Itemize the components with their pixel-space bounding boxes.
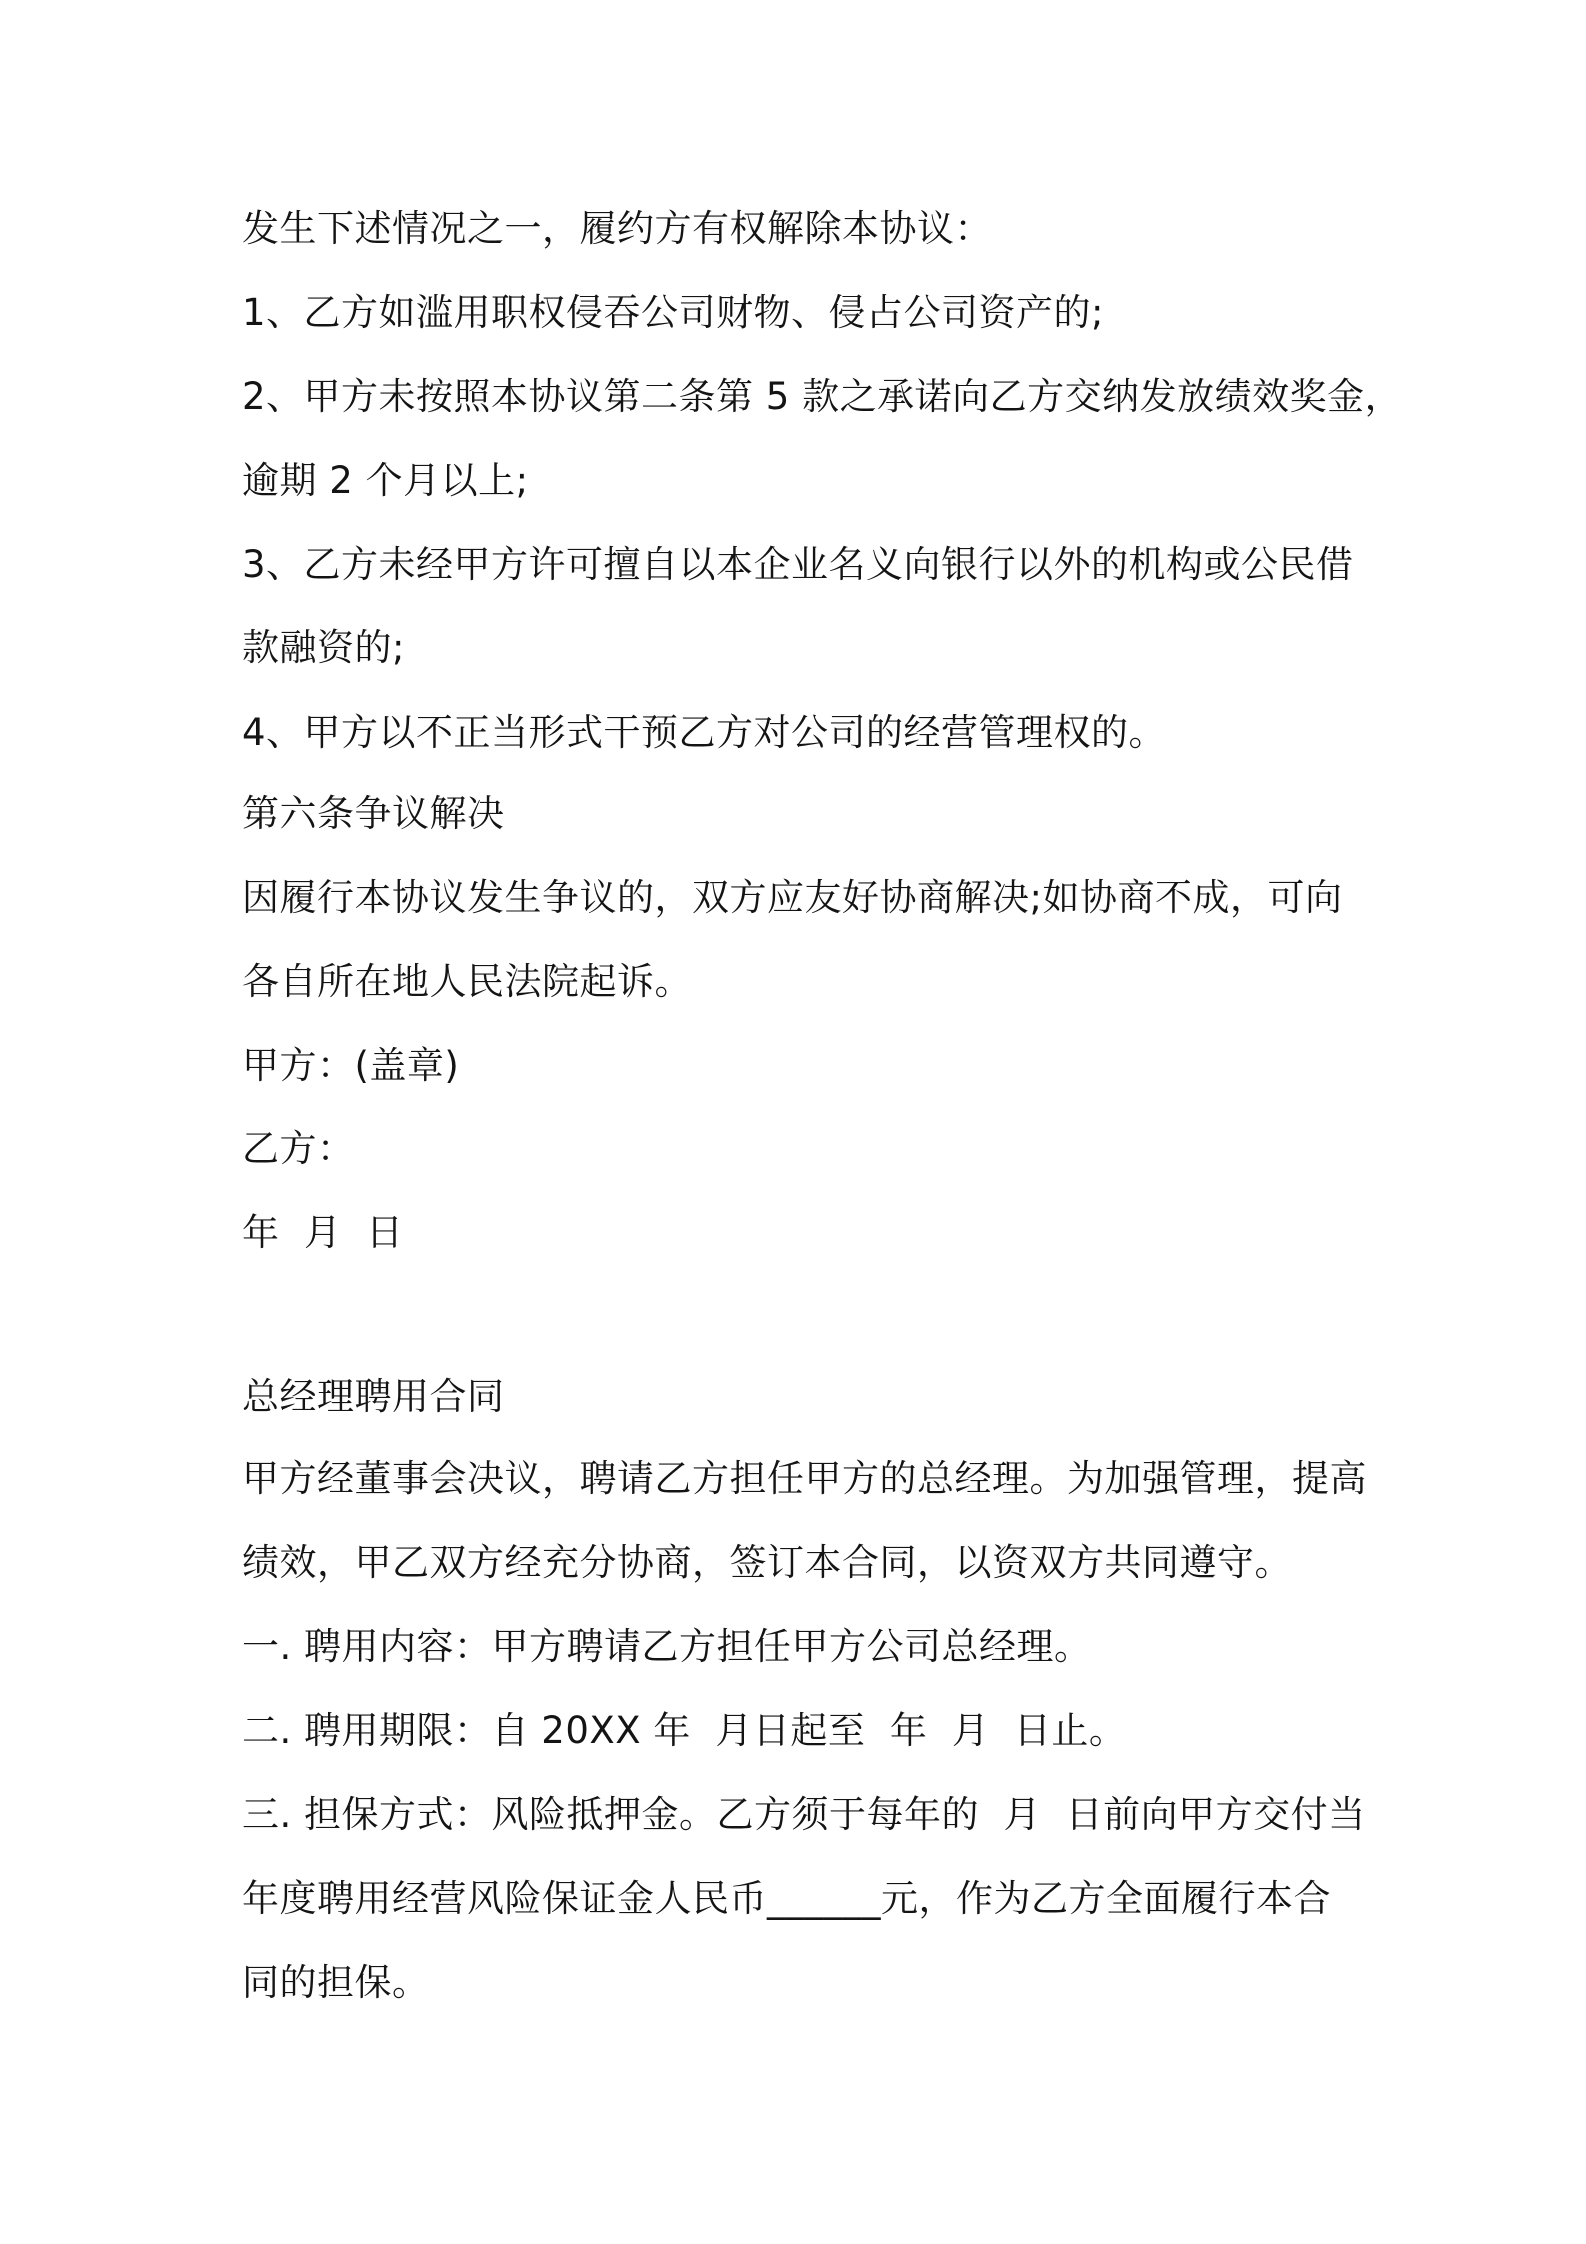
contract-clause-3-line-3: 同的担保。: [242, 1961, 430, 2004]
termination-item-1: 1、乙方如滥用职权侵吞公司财物、侵占公司资产的;: [242, 291, 1105, 334]
signature-party-b: 乙方：: [242, 1127, 355, 1170]
contract-clause-1: 一. 聘用内容：甲方聘请乙方担任甲方公司总经理。: [242, 1625, 1092, 1668]
signature-date: 年 月 日: [242, 1211, 404, 1254]
termination-item-2-line-2: 逾期 2 个月以上;: [242, 459, 529, 502]
termination-item-4: 4、甲方以不正当形式干预乙方对公司的经营管理权的。: [242, 711, 1167, 754]
article-6-body-line-2: 各自所在地人民法院起诉。: [242, 960, 692, 1003]
contract-clause-2: 二. 聘用期限：自 20XX 年 月日起至 年 月 日止。: [242, 1709, 1127, 1752]
termination-item-3-line-1: 3、乙方未经甲方许可擅自以本企业名义向银行以外的机构或公民借: [242, 543, 1354, 586]
contract-clause-3-line-2: 年度聘用经营风险保证金人民币______元，作为乙方全面履行本合: [242, 1877, 1331, 1920]
contract-title: 总经理聘用合同: [242, 1375, 505, 1418]
article-6-body-line-1: 因履行本协议发生争议的，双方应友好协商解决;如协商不成，可向: [242, 876, 1343, 919]
article-6-heading: 第六条争议解决: [242, 792, 505, 835]
contract-preamble-line-1: 甲方经董事会决议，聘请乙方担任甲方的总经理。为加强管理，提高: [242, 1457, 1367, 1500]
termination-intro: 发生下述情况之一，履约方有权解除本协议：: [242, 207, 992, 250]
termination-item-2-line-1: 2、甲方未按照本协议第二条第 5 款之承诺向乙方交纳发放绩效奖金，: [242, 375, 1403, 418]
contract-clause-3-line-1: 三. 担保方式：风险抵押金。乙方须于每年的 月 日前向甲方交付当: [242, 1793, 1366, 1836]
termination-item-3-line-2: 款融资的;: [242, 626, 405, 669]
contract-preamble-line-2: 绩效，甲乙双方经充分协商，签订本合同，以资双方共同遵守。: [242, 1541, 1292, 1584]
signature-party-a: 甲方：(盖章): [242, 1044, 460, 1087]
